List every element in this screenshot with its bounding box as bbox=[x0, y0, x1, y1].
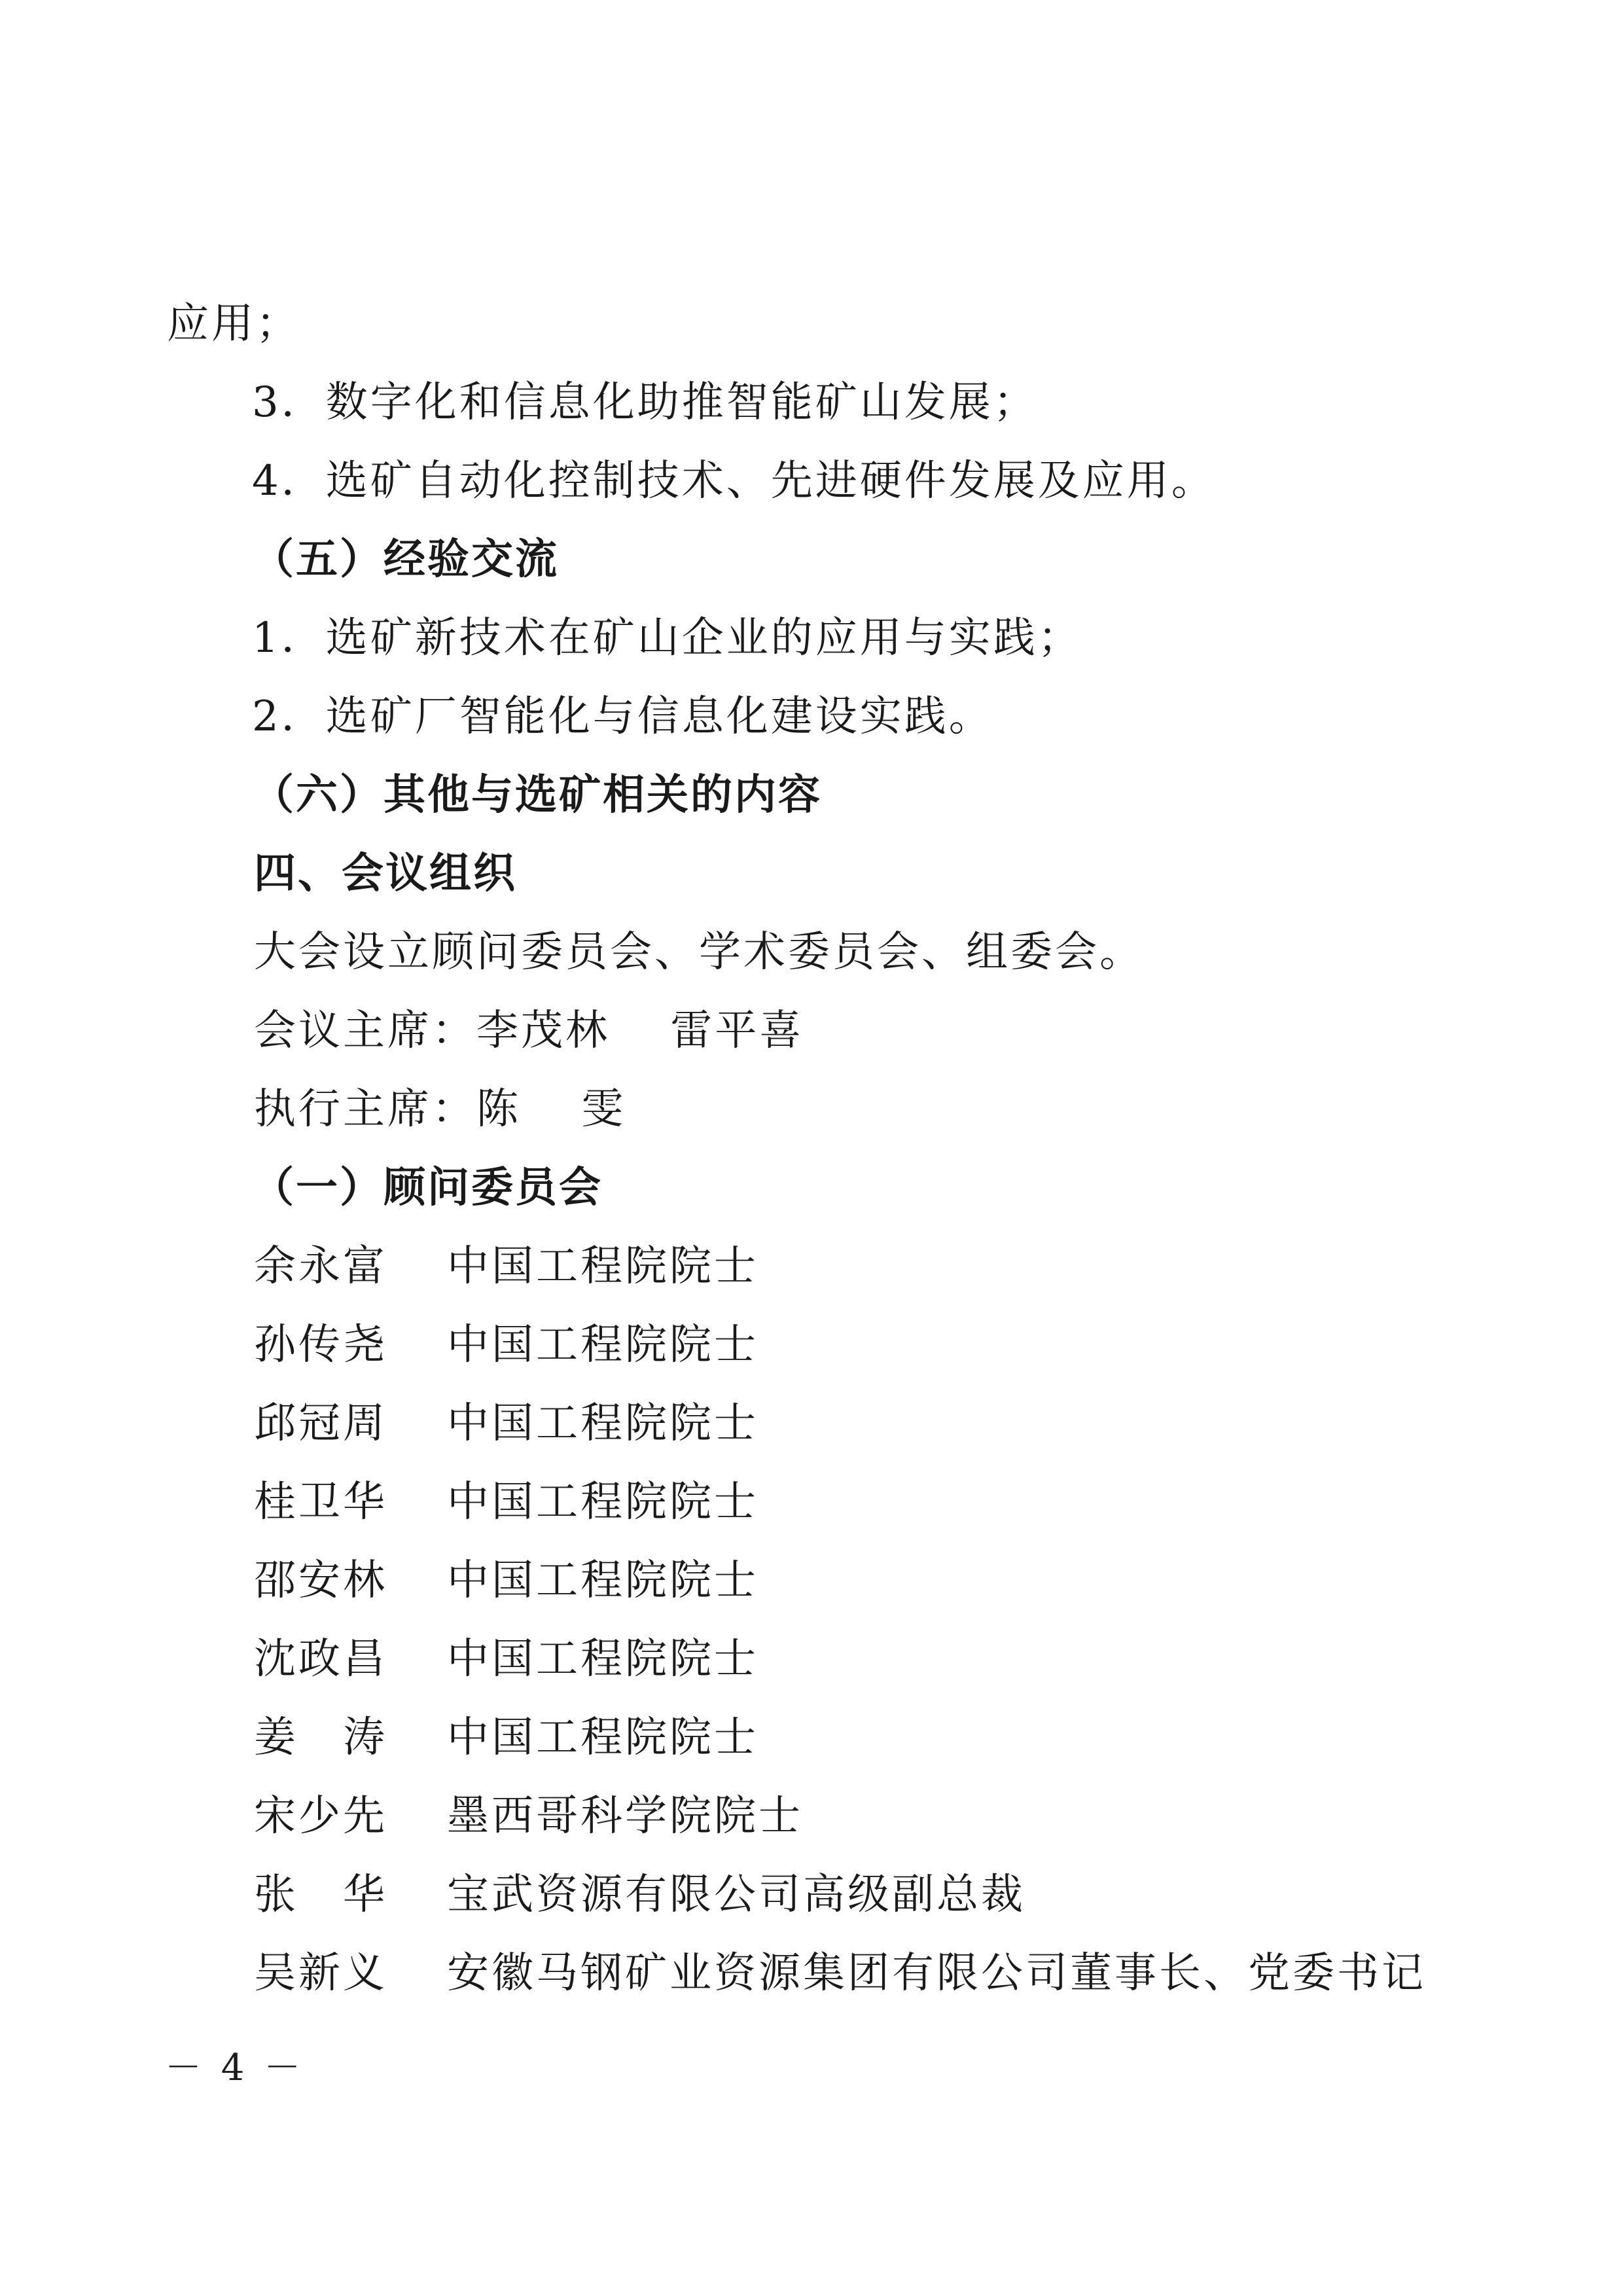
member-title: 中国工程院院士 bbox=[447, 1242, 758, 1291]
member-name: 邱冠周 bbox=[254, 1399, 387, 1448]
section-heading-6: （六）其他与选矿相关的内容 bbox=[252, 771, 822, 819]
list-item-4: 4．选矿自动化控制技术、先进硬件发展及应用。 bbox=[252, 457, 1216, 505]
paragraph-continuation: 应用； bbox=[167, 300, 300, 348]
list-item-2: 2．选矿厂智能化与信息化建设实践。 bbox=[252, 692, 993, 741]
paragraph-committees: 大会设立顾问委员会、学术委员会、组委会。 bbox=[254, 928, 1144, 977]
section-heading-four: 四、会议组织 bbox=[254, 850, 517, 898]
paragraph-chair: 会议主席：李茂林 雷平喜 bbox=[254, 1007, 804, 1055]
member-title: 中国工程院院士 bbox=[447, 1635, 758, 1683]
section-heading-advisory: （一）顾问委员会 bbox=[252, 1164, 603, 1212]
member-name: 姜 涛 bbox=[254, 1713, 387, 1762]
member-name: 吴新义 bbox=[254, 1949, 387, 1998]
member-name: 邵安林 bbox=[254, 1556, 387, 1605]
member-title: 中国工程院院士 bbox=[447, 1399, 758, 1448]
member-name: 孙传尧 bbox=[254, 1321, 387, 1369]
list-item-3: 3．数字化和信息化助推智能矿山发展； bbox=[252, 378, 1038, 427]
member-title: 中国工程院院士 bbox=[447, 1556, 758, 1605]
member-title: 墨西哥科学院院士 bbox=[447, 1792, 803, 1840]
page-number: － 4 － bbox=[165, 2047, 305, 2089]
member-title: 中国工程院院士 bbox=[447, 1478, 758, 1526]
paragraph-executive-chair: 执行主席：陈 雯 bbox=[254, 1085, 626, 1134]
member-title: 中国工程院院士 bbox=[447, 1321, 758, 1369]
member-title: 宝武资源有限公司高级副总裁 bbox=[447, 1871, 1026, 1919]
member-name: 张 华 bbox=[254, 1871, 387, 1919]
member-title: 中国工程院院士 bbox=[447, 1713, 758, 1762]
member-name: 沈政昌 bbox=[254, 1635, 387, 1683]
list-item-1: 1．选矿新技术在矿山企业的应用与实践； bbox=[252, 614, 1082, 662]
member-name: 桂卫华 bbox=[254, 1478, 387, 1526]
section-heading-5: （五）经验交流 bbox=[252, 535, 559, 584]
member-title: 安徽马钢矿业资源集团有限公司董事长、党委书记 bbox=[447, 1949, 1426, 1998]
member-name: 宋少先 bbox=[254, 1792, 387, 1840]
member-name: 余永富 bbox=[254, 1242, 387, 1291]
